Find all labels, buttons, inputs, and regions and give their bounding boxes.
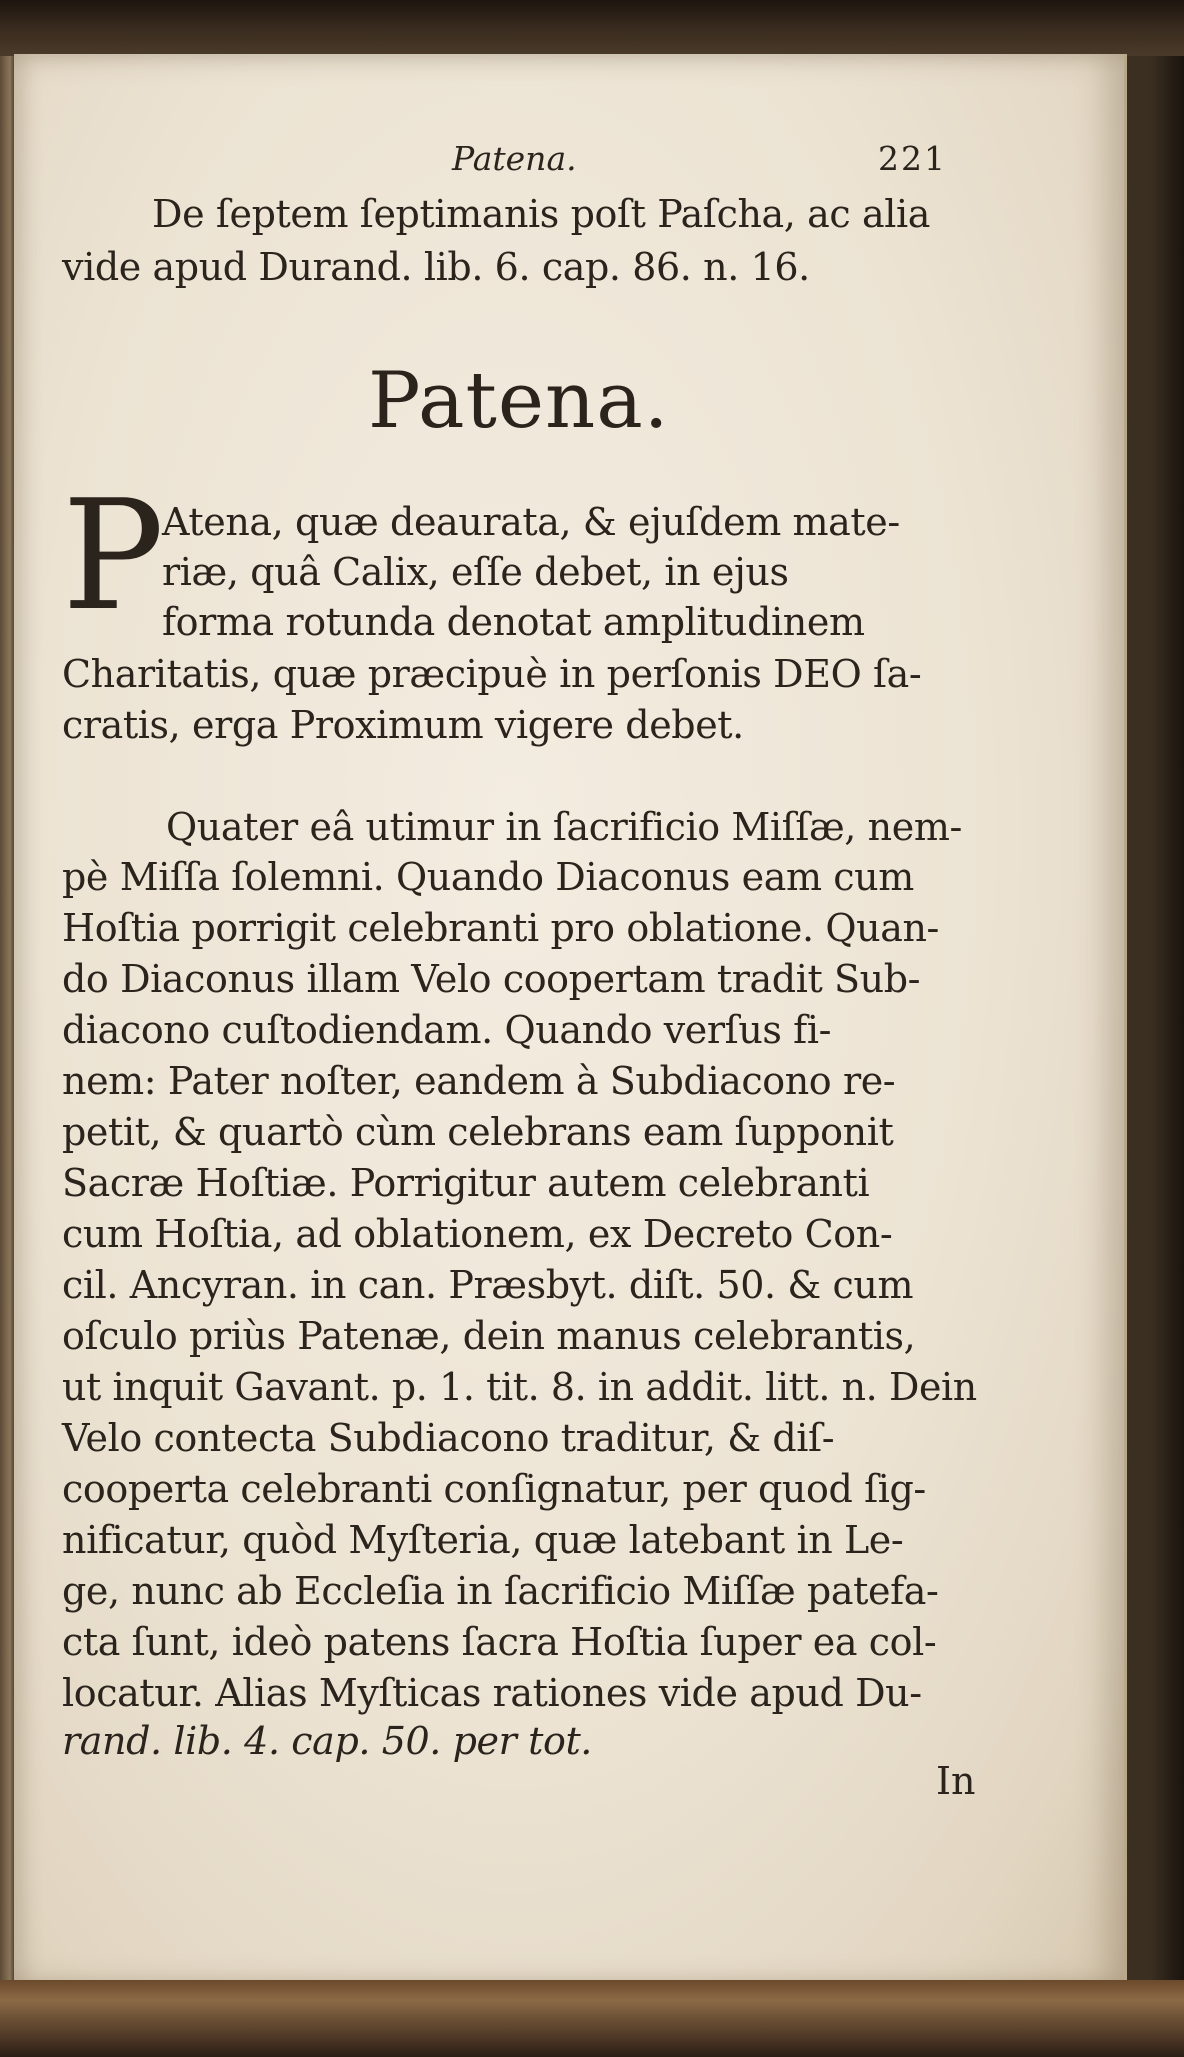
paragraph-line: Velo contecta Subdiacono traditur, & diſ- bbox=[62, 1416, 835, 1460]
paragraph-line: Charitatis, quæ præcipuè in perſonis DEO ſa- bbox=[62, 652, 922, 696]
paragraph-line: cum Hoſtia, ad oblationem, ex Decreto Con- bbox=[62, 1212, 893, 1256]
running-head: Patena. bbox=[452, 139, 577, 178]
book-bottom-edge bbox=[0, 1980, 1184, 2057]
paragraph-line: do Diaconus illam Velo coopertam tradit Sub- bbox=[62, 957, 921, 1001]
paragraph-line: ut inquit Gavant. p. 1. tit. 8. in addit. litt. n. Dein bbox=[62, 1365, 977, 1409]
paragraph-line: petit, & quartò cùm celebrans eam ſupponit bbox=[62, 1110, 894, 1154]
drop-cap: P bbox=[62, 467, 165, 644]
paragraph-line: cta ſunt, ideò patens ſacra Hoſtia ſuper ea col- bbox=[62, 1620, 937, 1664]
book-top-edge bbox=[0, 0, 1184, 56]
paragraph-line: riæ, quâ Calix, eſſe debet, in ejus bbox=[162, 550, 789, 594]
paragraph-line: nem: Pater noſter, eandem à Subdiacono re- bbox=[62, 1059, 896, 1103]
intro-line: vide apud Durand. lib. 6. cap. 86. n. 16. bbox=[62, 245, 810, 289]
paragraph-line: oſculo priùs Patenæ, dein manus celebrantis, bbox=[62, 1314, 916, 1358]
paragraph-line: cratis, erga Proximum vigere debet. bbox=[62, 703, 744, 747]
paragraph-line: ge, nunc ab Eccleſia in ſacrificio Miſſæ patefa- bbox=[62, 1569, 939, 1613]
paragraph-line: cooperta celebranti conſignatur, per quod ſig- bbox=[62, 1467, 926, 1511]
paragraph-line: cil. Ancyran. in can. Præsbyt. diſt. 50. & cum bbox=[62, 1263, 914, 1307]
catchword: In bbox=[936, 1759, 976, 1803]
paragraph-line: locatur. Alias Myſticas rationes vide apud Du- bbox=[62, 1671, 922, 1715]
paragraph-line: Atena, quæ deaurata, & ejuſdem mate- bbox=[162, 500, 900, 544]
section-heading: Patena. bbox=[368, 356, 670, 446]
intro-line: De ſeptem ſeptimanis poſt Paſcha, ac alia bbox=[152, 192, 930, 236]
paragraph-line: pè Miſſa ſolemni. Quando Diaconus eam cum bbox=[62, 855, 914, 899]
paragraph-line: Quater eâ utimur in ſacrificio Miſſæ, nem- bbox=[166, 805, 962, 849]
paragraph-line: Sacræ Hoſtiæ. Porrigitur autem celebranti bbox=[62, 1161, 870, 1205]
paragraph-line: diacono cuſtodiendam. Quando verſus fi- bbox=[62, 1008, 832, 1052]
page-number: 221 bbox=[878, 139, 947, 178]
paragraph-line: rand. lib. 4. cap. 50. per tot. bbox=[62, 1719, 592, 1763]
paragraph-line: Hoſtia porrigit celebranti pro oblatione. Quan- bbox=[62, 906, 939, 950]
paragraph-line: nificatur, quòd Myſteria, quæ latebant in Le- bbox=[62, 1518, 904, 1562]
paragraph-line: forma rotunda denotat amplitudinem bbox=[162, 600, 865, 644]
